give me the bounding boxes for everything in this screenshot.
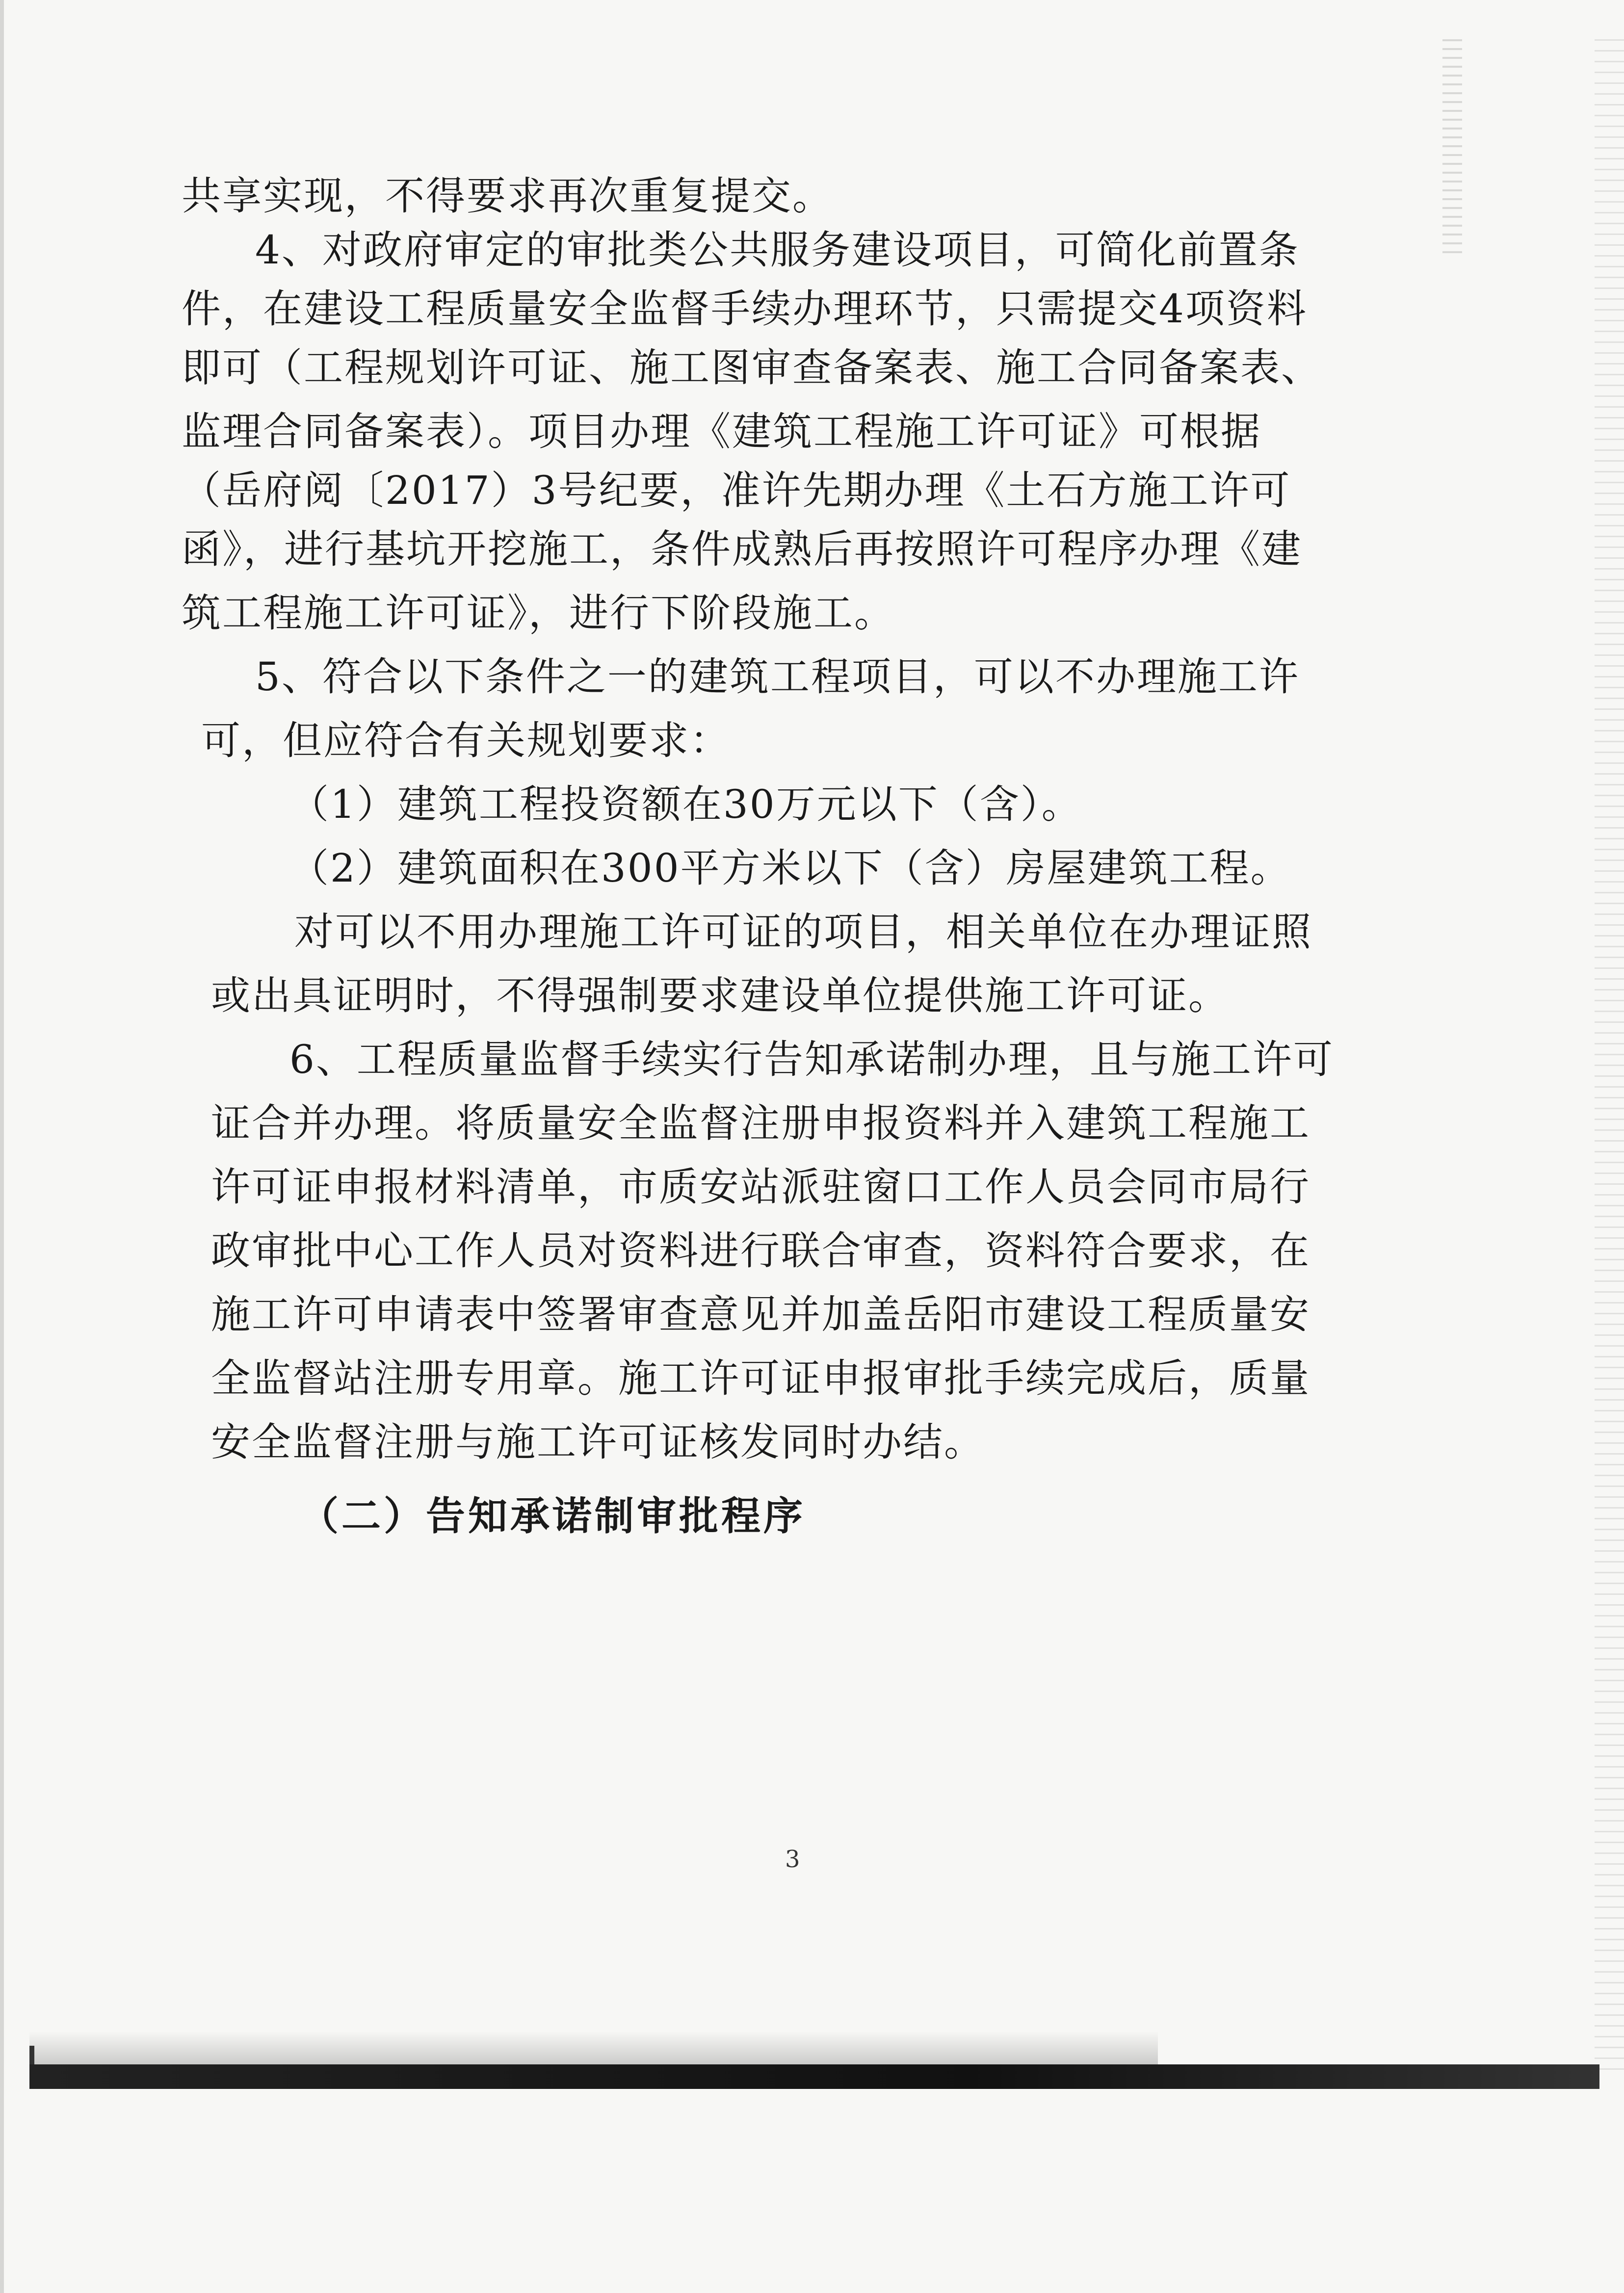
text-line-11: （1）建筑工程投资额在30万元以下（含）。 bbox=[289, 782, 1082, 827]
page-number: 3 bbox=[785, 1846, 800, 1873]
text-line-14: 或出具证明时，不得强制要求建设单位提供施工许可证。 bbox=[211, 973, 1229, 1018]
text-line-10: 可，但应符合有关规划要求： bbox=[201, 718, 731, 763]
text-line-2: 4、对政府审定的审批类公共服务建设项目，可简化前置条 bbox=[255, 227, 1300, 273]
text-line-18: 政审批中心工作人员对资料进行联合审查，资料符合要求，在 bbox=[211, 1228, 1310, 1274]
text-line-13: 对可以不用办理施工许可证的项目，相关单位在办理证照 bbox=[294, 909, 1312, 955]
text-line-17: 许可证申报材料清单，市质安站派驻窗口工作人员会同市局行 bbox=[211, 1164, 1310, 1210]
scan-bottom-edge bbox=[29, 2064, 1599, 2089]
text-line-6: （岳府阅〔2017）3号纪要，准许先期办理《土石方施工许可 bbox=[182, 468, 1291, 513]
text-line-7: 函》，进行基坑开挖施工，条件成熟后再按照许可程序办理《建 bbox=[182, 526, 1302, 572]
text-line-15: 6、工程质量监督手续实行告知承诺制办理，且与施工许可 bbox=[289, 1037, 1334, 1082]
text-line-1: 共享实现，不得要求再次重复提交。 bbox=[182, 173, 833, 219]
text-line-3: 件，在建设工程质量安全监督手续办理环节，只需提交4项资料 bbox=[182, 286, 1308, 332]
scan-edge-right-marks bbox=[1442, 39, 1462, 260]
text-line-4: 即可（工程规划许可证、施工图审查备案表、施工合同备案表、 bbox=[182, 345, 1322, 391]
text-line-16: 证合并办理。将质量安全监督注册申报资料并入建筑工程施工 bbox=[211, 1100, 1310, 1146]
scan-edge-right bbox=[1595, 39, 1624, 2075]
scan-bottom-corner bbox=[29, 2046, 34, 2065]
text-line-9: 5、符合以下条件之一的建筑工程项目，可以不办理施工许 bbox=[255, 654, 1300, 700]
text-line-21: 安全监督注册与施工许可证核发同时办结。 bbox=[211, 1419, 985, 1465]
text-line-12: （2）建筑面积在300平方米以下（含）房屋建筑工程。 bbox=[289, 845, 1291, 891]
scan-bottom-shadow bbox=[29, 2031, 1158, 2065]
text-line-8: 筑工程施工许可证》，进行下阶段施工。 bbox=[182, 590, 895, 636]
text-line-19: 施工许可申请表中签署审查意见并加盖岳阳市建设工程质量安 bbox=[211, 1292, 1310, 1337]
section-heading: （二）告知承诺制审批程序 bbox=[299, 1493, 806, 1539]
text-line-20: 全监督站注册专用章。施工许可证申报审批手续完成后，质量 bbox=[211, 1355, 1310, 1401]
scan-edge-left bbox=[0, 0, 4, 2293]
text-line-5: 监理合同备案表）。项目办理《建筑工程施工许可证》可根据 bbox=[182, 409, 1261, 454]
